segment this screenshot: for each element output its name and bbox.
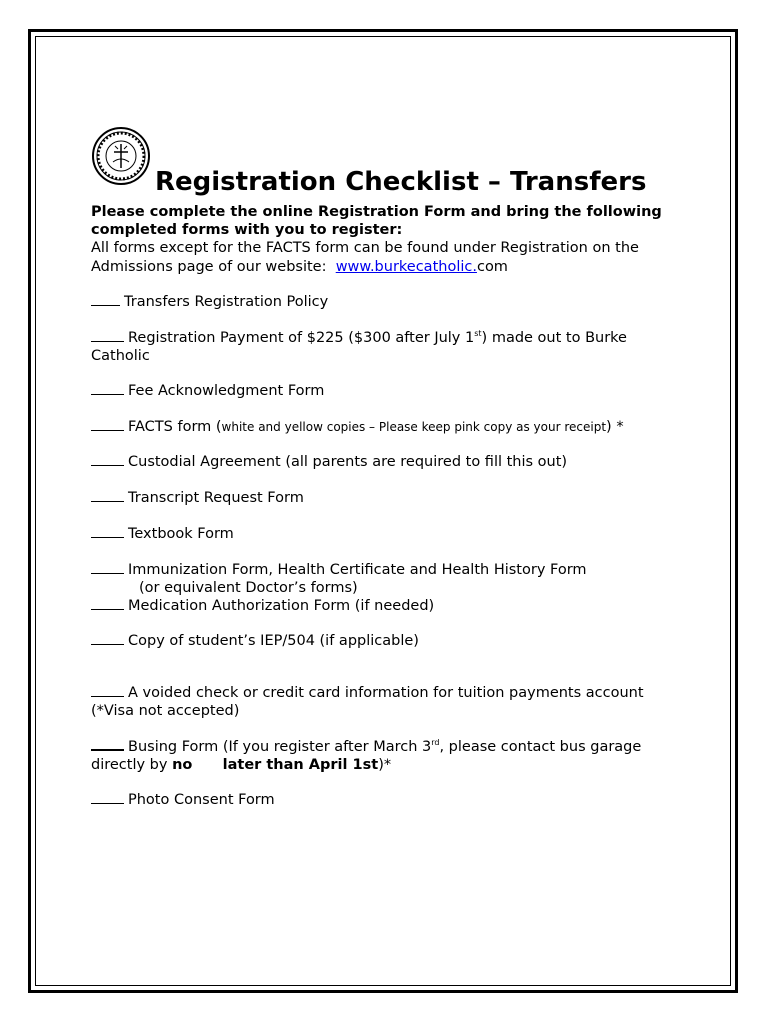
checkbox-blank xyxy=(91,394,124,395)
checkbox-blank xyxy=(91,305,120,306)
intro-note xyxy=(91,239,681,277)
list-item: Copy of student’s IEP/504 (if applicable) xyxy=(91,632,681,650)
checkbox-blank xyxy=(91,696,124,697)
checkbox-blank xyxy=(91,573,124,574)
checkbox-blank xyxy=(91,537,124,538)
school-seal-icon xyxy=(91,126,151,186)
list-item: Transfers Registration Policy xyxy=(91,293,681,311)
checkbox-blank xyxy=(91,749,124,751)
checklist xyxy=(91,293,681,809)
list-item: FACTS form (white and yellow copies – Please keep pink copy as your receipt) * xyxy=(91,418,681,436)
list-item: Textbook Form xyxy=(91,525,681,543)
checkbox-blank xyxy=(91,465,124,466)
list-item-note: (or equivalent Doctor’s forms) xyxy=(139,580,358,596)
website-suffix: com xyxy=(476,259,508,275)
list-item: Medication Authorization Form (if needed) xyxy=(91,597,681,615)
checklist-content xyxy=(91,126,681,809)
checkbox-blank xyxy=(91,803,124,804)
header xyxy=(91,126,681,199)
list-item: Photo Consent Form xyxy=(91,791,681,809)
list-item: Fee Acknowledgment Form xyxy=(91,382,681,400)
list-item: Transcript Request Form xyxy=(91,489,681,507)
list-item: Immunization Form, Health Certificate and Health History Form xyxy=(91,561,681,579)
checkbox-blank xyxy=(91,341,124,342)
list-item: Registration Payment of $225 ($300 after July 1st) made out to Burke Catholic xyxy=(91,329,627,364)
checkbox-blank xyxy=(91,644,124,645)
website-link[interactable]: www.burkecatholic. xyxy=(335,259,477,275)
checkbox-blank xyxy=(91,430,124,431)
checkbox-blank xyxy=(91,609,124,610)
intro-text: All forms except for the FACTS form can be found under Registration on the Admissions page of our website: xyxy=(91,240,639,275)
page-title: Registration Checklist – Transfers xyxy=(155,167,647,197)
list-item: Busing Form (If you register after March 3rd, please contact bus garage directly by no later than April 1st)* xyxy=(91,738,642,773)
checkbox-blank xyxy=(91,501,124,502)
intro-instructions: Please complete the online Registration Form and bring the following completed forms with you to register: xyxy=(91,204,662,238)
list-item: A voided check or credit card information for tuition payments account (*Visa not accepted) xyxy=(91,685,644,719)
list-item: Custodial Agreement (all parents are required to fill this out) xyxy=(91,453,681,471)
